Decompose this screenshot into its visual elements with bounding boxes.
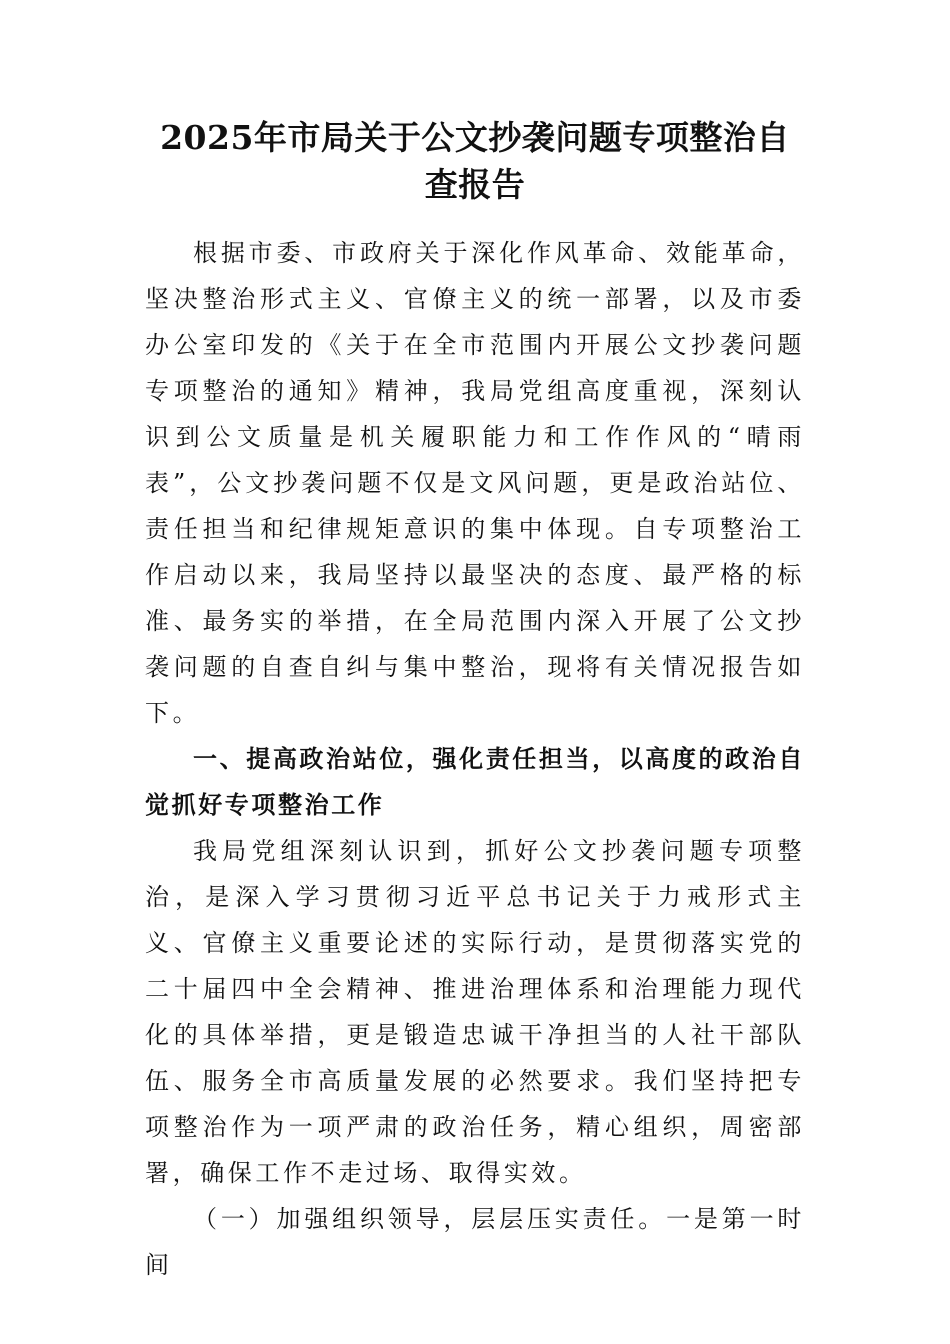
document-title: 2025年市局关于公文抄袭问题专项整治自查报告: [160, 118, 790, 204]
intro-paragraph: 根据市委、市政府关于深化作风革命、效能革命，坚决整治形式主义、官僚主义的统一部署，以及市委办公室印发的《关于在全市范围内开展公文抄袭问题专项整治的通知》精神，我局党组高度重视，深刻认识到公文质量是机关履职能力和工作作风的“晴雨表”，公文抄袭问题不仅是文风问题，更是政治站位、责任担当和纪律规矩意识的集中体现。自专项整治工作启动以来，我局坚持以最坚决的态度、最严格的标准、最务实的举措，在全局范围内深入开展了公文抄袭问题的自查自纠与集中整治，现将有关情况报告如下。: [145, 239, 805, 727]
subsection-paragraph: （一）加强组织领导，层层压实责任。一是第一时间: [145, 1205, 805, 1279]
section-heading: 一、提高政治站位，强化责任担当，以高度的政治自觉抓好专项整治工作: [145, 745, 805, 819]
section-paragraph: 我局党组深刻认识到，抓好公文抄袭问题专项整治，是深入学习贯彻习近平总书记关于力戒形式主义、官僚主义重要论述的实际行动，是贯彻落实党的二十届四中全会精神、推进治理体系和治理能力现代化的具体举措，更是锻造忠诚干净担当的人社干部队伍、服务全市高质量发展的必然要求。我们坚持把专项整治作为一项严肃的政治任务，精心组织，周密部署，确保工作不走过场、取得实效。: [145, 837, 805, 1187]
document-body: [145, 230, 805, 1288]
